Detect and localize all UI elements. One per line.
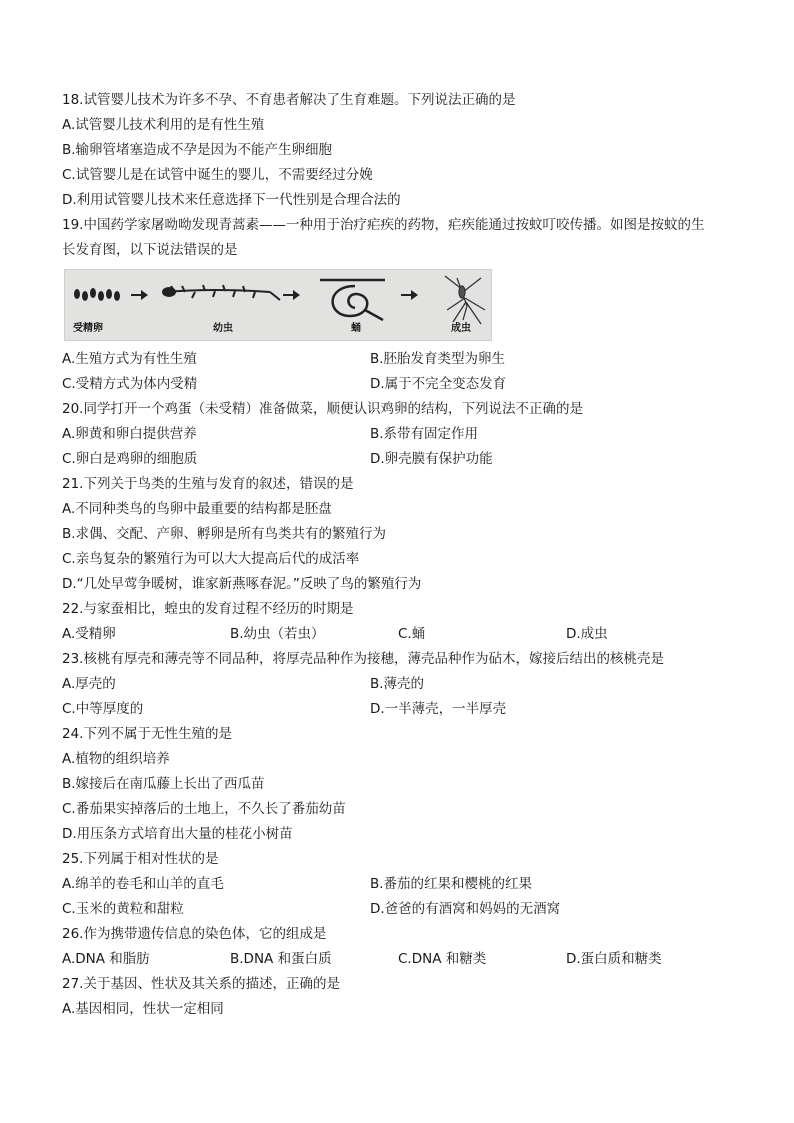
question-23-option-d: D.一半薄壳，一半厚壳 (370, 701, 507, 717)
question-27-option-a: A.基因相同，性状一定相同 (62, 1001, 224, 1017)
question-25-option-a: A.绵羊的卷毛和山羊的直毛 (62, 876, 224, 892)
question-18-option-a: A.试管婴儿技术利用的是有性生殖 (62, 117, 265, 133)
life-cycle-illustration (65, 270, 491, 340)
question-20-options-row2 (62, 447, 742, 472)
question-25-options-row2 (62, 897, 742, 922)
larva-label: 幼虫 (213, 323, 233, 334)
arrow-icon (401, 290, 418, 300)
question-25-stem: 25.下列属于相对性状的是 (62, 851, 219, 867)
question-22-option-d: D.成虫 (566, 626, 608, 642)
question-21-stem: 21.下列关于鸟类的生殖与发育的叙述，错误的是 (62, 476, 354, 492)
adult-label: 成虫 (451, 323, 471, 334)
egg-cluster-icon (74, 288, 120, 301)
question-21-option-d: D.“几处早莺争暖树，谁家新燕啄春泥。”反映了鸟的繁殖行为 (62, 576, 422, 592)
question-23-options-row1 (62, 672, 742, 697)
question-25-options-row1 (62, 872, 742, 897)
question-24-option-a: A.植物的组织培养 (62, 751, 170, 767)
question-18-option-c: C.试管婴儿是在试管中诞生的婴儿，不需要经过分娩 (62, 167, 373, 183)
question-20-option-c: C.卵白是鸡卵的细胞质 (62, 451, 198, 467)
question-26-stem: 26.作为携带遗传信息的染色体，它的组成是 (62, 926, 327, 942)
question-23-stem: 23.核桃有厚壳和薄壳等不同品种，将厚壳品种作为接穗，薄壳品种作为砧木，嫁接后结出的核桃壳是 (62, 651, 664, 667)
question-23-option-a: A.厚壳的 (62, 676, 116, 692)
question-22-option-b: B.幼虫（若虫） (230, 626, 325, 642)
egg-label: 受精卵 (73, 323, 103, 334)
arrow-icon (283, 290, 300, 300)
question-20-stem: 20.同学打开一个鸡蛋（未受精）准备做菜，顺便认识鸡卵的结构，下列说法不正确的是 (62, 401, 583, 417)
larva-icon (163, 285, 280, 300)
question-19-option-a: A.生殖方式为有性生殖 (62, 351, 197, 367)
question-23-option-b: B.薄壳的 (370, 676, 425, 692)
question-19-option-d: D.属于不完全变态发育 (370, 376, 507, 392)
question-20-option-d: D.卵壳膜有保护功能 (370, 451, 493, 467)
question-18-stem: 18.试管婴儿技术为许多不孕、不育患者解决了生育难题。下列说法正确的是 (62, 92, 516, 108)
mosquito-life-cycle-figure (64, 269, 492, 341)
question-26-option-d: D.蛋白质和糖类 (566, 951, 662, 967)
question-27-stem: 27.关于基因、性状及其关系的描述，正确的是 (62, 976, 340, 992)
question-22-stem: 22.与家蚕相比，蝗虫的发育过程不经历的时期是 (62, 601, 354, 617)
question-25-option-b: B.番茄的红果和樱桃的红果 (370, 876, 533, 892)
question-19-stem-line2: 长发育图，以下说法错误的是 (62, 242, 238, 258)
question-21-option-a: A.不同种类鸟的鸟卵中最重要的结构都是胚盘 (62, 501, 332, 517)
question-20-option-b: B.系带有固定作用 (370, 426, 479, 442)
question-21-option-c: C.亲鸟复杂的繁殖行为可以大大提高后代的成活率 (62, 551, 360, 567)
question-26-option-c: C.DNA 和糖类 (398, 951, 487, 967)
question-22-options (62, 622, 742, 647)
pupa-label: 蛹 (351, 323, 361, 334)
question-19-options-row1 (62, 347, 742, 372)
question-20-option-a: A.卵黄和卵白提供营养 (62, 426, 197, 442)
question-25-option-c: C.玉米的黄粒和甜粒 (62, 901, 184, 917)
question-19-option-b: B.胚胎发育类型为卵生 (370, 351, 506, 367)
question-24-option-d: D.用压条方式培育出大量的桂花小树苗 (62, 826, 293, 842)
question-23-options-row2 (62, 697, 742, 722)
question-18-option-b: B.输卵管堵塞造成不孕是因为不能产生卵细胞 (62, 142, 333, 158)
question-23-option-c: C.中等厚度的 (62, 701, 144, 717)
question-21-option-b: B.求偶、交配、产卵、孵卵是所有鸟类共有的繁殖行为 (62, 526, 387, 542)
arrow-icon (131, 290, 148, 300)
question-19-options-row2 (62, 372, 742, 397)
question-24-option-b: B.嫁接后在南瓜藤上长出了西瓜苗 (62, 776, 265, 792)
question-19-option-c: C.受精方式为体内受精 (62, 376, 198, 392)
question-18-option-d: D.利用试管婴儿技术来任意选择下一代性别是合理合法的 (62, 192, 401, 208)
question-22-option-c: C.蛹 (398, 626, 426, 642)
question-20-options-row1 (62, 422, 742, 447)
adult-mosquito-icon (445, 276, 485, 324)
question-19-stem-line1: 19.中国药学家屠呦呦发现青蒿素——一种用于治疗疟疾的药物，疟疾能通过按蚊叮咬传播。如图是按蚊的生 (62, 217, 705, 233)
question-26-options (62, 947, 742, 972)
question-26-option-b: B.DNA 和蛋白质 (230, 951, 332, 967)
question-22-option-a: A.受精卵 (62, 626, 116, 642)
question-24-stem: 24.下列不属于无性生殖的是 (62, 726, 232, 742)
question-25-option-d: D.爸爸的有酒窝和妈妈的无酒窝 (370, 901, 561, 917)
exam-page (62, 88, 742, 1022)
pupa-icon (320, 280, 385, 320)
question-26-option-a: A.DNA 和脂肪 (62, 951, 150, 967)
question-24-option-c: C.番茄果实掉落后的土地上，不久长了番茄幼苗 (62, 801, 346, 817)
